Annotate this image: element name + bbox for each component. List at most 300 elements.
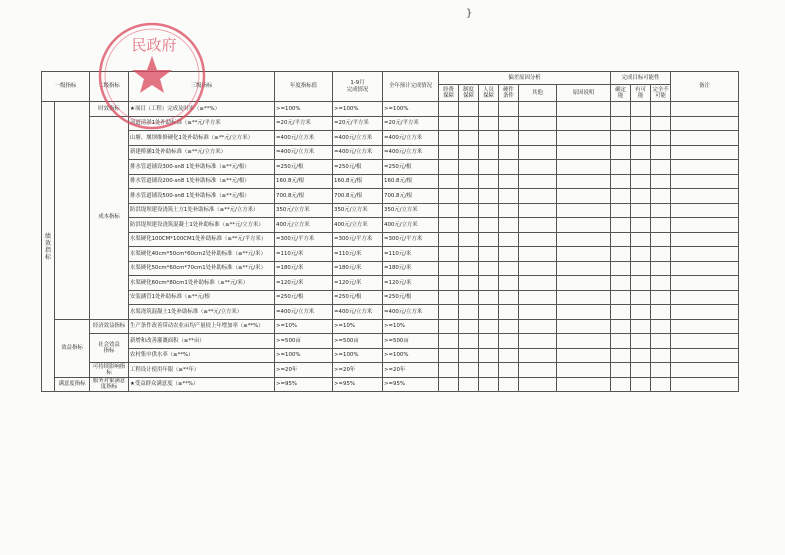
table-row bbox=[42, 363, 739, 378]
cell-forecast: =400元/立方米 bbox=[383, 145, 439, 160]
cell-empty bbox=[651, 102, 671, 117]
cell-empty bbox=[439, 305, 459, 320]
cell-item: 水渠硬化100CM*100CM1处补助标准（≥**元/平方米） bbox=[129, 232, 275, 247]
cell-empty bbox=[499, 203, 519, 218]
table-row bbox=[42, 232, 739, 247]
cell-forecast: 160.8元/根 bbox=[383, 174, 439, 189]
cell-empty bbox=[631, 160, 651, 175]
cell-empty bbox=[611, 305, 631, 320]
cell-forecast: 400元/立方米 bbox=[383, 218, 439, 233]
cell-forecast: =400元/立方米 bbox=[383, 305, 439, 320]
header-annual: 年度指标值 bbox=[275, 72, 333, 102]
cell-empty bbox=[631, 334, 651, 349]
cell-empty bbox=[631, 276, 651, 291]
cell-empty bbox=[459, 319, 479, 334]
cell-empty bbox=[651, 203, 671, 218]
cell-empty bbox=[479, 363, 499, 378]
header-forecast: 全年预计完成情况 bbox=[383, 72, 439, 102]
header-deviation: 偏差原因分析 bbox=[439, 72, 611, 85]
cell-empty bbox=[557, 218, 611, 233]
cell-empty bbox=[439, 174, 459, 189]
cell-empty bbox=[671, 319, 739, 334]
cell-empty bbox=[557, 377, 611, 392]
cell-empty bbox=[479, 116, 499, 131]
cell-empty bbox=[557, 276, 611, 291]
cell-empty bbox=[671, 305, 739, 320]
cell-empty bbox=[557, 363, 611, 378]
cell-empty bbox=[631, 290, 651, 305]
cell-empty bbox=[631, 305, 651, 320]
cell-empty bbox=[557, 290, 611, 305]
cell-empty bbox=[439, 261, 459, 276]
cell-empty bbox=[671, 276, 739, 291]
cell-empty bbox=[557, 203, 611, 218]
cell-forecast: =110元/米 bbox=[383, 247, 439, 262]
cell-empty bbox=[479, 305, 499, 320]
cell-item: 防洪堤坝建设浇筑土方1处补助标准（≥**元/立方米） bbox=[129, 203, 275, 218]
cell-empty bbox=[631, 377, 651, 392]
cell-empty bbox=[459, 290, 479, 305]
cell-empty bbox=[499, 319, 519, 334]
cell-empty bbox=[671, 377, 739, 392]
cell-empty bbox=[519, 232, 557, 247]
header-dev-funding: 经费 保障 bbox=[439, 85, 459, 102]
cell-annual: >=100% bbox=[275, 348, 333, 363]
cell-empty bbox=[631, 131, 651, 146]
header-poss-impossible: 完全不 可能 bbox=[651, 85, 671, 102]
cell-forecast: 700.8元/根 bbox=[383, 189, 439, 204]
group-output: 绩效指标 bbox=[42, 102, 55, 392]
cell-empty bbox=[439, 363, 459, 378]
cell-empty bbox=[557, 116, 611, 131]
cell-empty bbox=[671, 348, 739, 363]
group-timeliness: 时效指标 bbox=[90, 102, 129, 117]
cell-item: 排水管道铺设300-sn8 1处补助标准（≥**元/根） bbox=[129, 160, 275, 175]
cell-empty bbox=[519, 276, 557, 291]
table-row bbox=[42, 305, 739, 320]
cell-empty bbox=[479, 247, 499, 262]
cell-empty bbox=[479, 131, 499, 146]
cell-empty bbox=[439, 189, 459, 204]
cell-empty bbox=[631, 218, 651, 233]
header-remark: 备注 bbox=[671, 72, 739, 102]
cell-jan-sep: =110元/米 bbox=[333, 247, 383, 262]
cell-empty bbox=[499, 218, 519, 233]
cell-empty bbox=[631, 203, 651, 218]
cell-empty bbox=[519, 348, 557, 363]
cell-empty bbox=[439, 247, 459, 262]
cell-forecast: =120元/米 bbox=[383, 276, 439, 291]
cell-item: 排水管道铺设500-sn8 1处补助标准（≥**元/根） bbox=[129, 189, 275, 204]
cell-annual: 700.8元/根 bbox=[275, 189, 333, 204]
cell-empty bbox=[651, 261, 671, 276]
cell-empty bbox=[439, 116, 459, 131]
cell-empty bbox=[651, 348, 671, 363]
cell-empty bbox=[479, 102, 499, 117]
cell-empty bbox=[651, 305, 671, 320]
cell-empty bbox=[557, 232, 611, 247]
cell-item: 水渠硬化40cm*50cm*60cm2处补助标准（≥**元/米） bbox=[129, 247, 275, 262]
cell-empty bbox=[479, 218, 499, 233]
cell-empty bbox=[459, 160, 479, 175]
cell-forecast: 350元/立方米 bbox=[383, 203, 439, 218]
cell-empty bbox=[671, 247, 739, 262]
cell-empty bbox=[439, 276, 459, 291]
cell-empty bbox=[499, 348, 519, 363]
cell-empty bbox=[499, 305, 519, 320]
cell-empty bbox=[479, 276, 499, 291]
cell-empty bbox=[459, 348, 479, 363]
cell-annual: 350元/立方米 bbox=[275, 203, 333, 218]
cell-forecast: >=10% bbox=[383, 319, 439, 334]
cell-empty bbox=[519, 218, 557, 233]
cell-empty bbox=[651, 276, 671, 291]
cell-empty bbox=[479, 377, 499, 392]
cell-jan-sep: >=20年 bbox=[333, 363, 383, 378]
cell-empty bbox=[611, 247, 631, 262]
cell-empty bbox=[671, 261, 739, 276]
cell-item: ★受益群众满意度（≥**%） bbox=[129, 377, 275, 392]
cell-annual: =250元/根 bbox=[275, 290, 333, 305]
cell-jan-sep: 400元/立方米 bbox=[333, 218, 383, 233]
header-dev-system: 制度 保障 bbox=[459, 85, 479, 102]
cell-empty bbox=[459, 189, 479, 204]
cell-empty bbox=[651, 145, 671, 160]
cell-empty bbox=[671, 116, 739, 131]
cell-empty bbox=[671, 218, 739, 233]
cell-empty bbox=[611, 290, 631, 305]
cell-empty bbox=[459, 131, 479, 146]
cell-empty bbox=[671, 189, 739, 204]
cell-empty bbox=[519, 363, 557, 378]
cell-empty bbox=[499, 247, 519, 262]
cell-empty bbox=[499, 377, 519, 392]
seal-text: 民政府 bbox=[131, 36, 177, 54]
cell-empty bbox=[459, 145, 479, 160]
cell-empty bbox=[479, 145, 499, 160]
cell-empty bbox=[459, 276, 479, 291]
header-dev-reason: 原因说明 bbox=[557, 85, 611, 102]
cell-empty bbox=[519, 247, 557, 262]
cell-item: 工程设计使用年限（≥**年） bbox=[129, 363, 275, 378]
cell-empty bbox=[671, 131, 739, 146]
cell-annual: >=100% bbox=[275, 102, 333, 117]
cell-empty bbox=[439, 131, 459, 146]
cell-empty bbox=[651, 247, 671, 262]
cell-empty bbox=[459, 102, 479, 117]
cell-empty bbox=[611, 174, 631, 189]
cell-empty bbox=[499, 116, 519, 131]
cell-empty bbox=[439, 334, 459, 349]
cell-item: ★项目（工程）完成及时率（≥**%） bbox=[129, 102, 275, 117]
cell-empty bbox=[557, 319, 611, 334]
cell-empty bbox=[651, 189, 671, 204]
cell-empty bbox=[499, 174, 519, 189]
table-row bbox=[42, 145, 739, 160]
table-row bbox=[42, 131, 739, 146]
table-row bbox=[42, 276, 739, 291]
cell-empty bbox=[439, 203, 459, 218]
cell-empty bbox=[519, 334, 557, 349]
cell-empty bbox=[439, 160, 459, 175]
cell-empty bbox=[671, 102, 739, 117]
cell-empty bbox=[557, 145, 611, 160]
cell-empty bbox=[519, 319, 557, 334]
cell-empty bbox=[479, 334, 499, 349]
cell-empty bbox=[557, 174, 611, 189]
cell-empty bbox=[519, 102, 557, 117]
cell-forecast: >=100% bbox=[383, 102, 439, 117]
header-poss-possible: 有可 能 bbox=[631, 85, 651, 102]
cell-annual: =400元/立方米 bbox=[275, 305, 333, 320]
header-level1: 一级指标 bbox=[42, 72, 90, 102]
cell-item: 排水管道铺设200-sn8 1处补助标准（≥**元/根） bbox=[129, 174, 275, 189]
cell-empty bbox=[557, 334, 611, 349]
cell-empty bbox=[611, 334, 631, 349]
cell-empty bbox=[557, 348, 611, 363]
cell-empty bbox=[499, 334, 519, 349]
cell-empty bbox=[611, 232, 631, 247]
cell-forecast: =250元/根 bbox=[383, 160, 439, 175]
cell-empty bbox=[557, 160, 611, 175]
cell-jan-sep: =300元/平方米 bbox=[333, 232, 383, 247]
cell-forecast: =180元/米 bbox=[383, 261, 439, 276]
cell-empty bbox=[631, 232, 651, 247]
cell-annual: >=10% bbox=[275, 319, 333, 334]
cell-empty bbox=[651, 290, 671, 305]
cell-jan-sep: =120元/米 bbox=[333, 276, 383, 291]
cell-empty bbox=[671, 232, 739, 247]
table-row bbox=[42, 319, 739, 334]
cell-empty bbox=[499, 145, 519, 160]
cell-empty bbox=[631, 348, 651, 363]
cell-empty bbox=[611, 189, 631, 204]
cell-empty bbox=[671, 363, 739, 378]
cell-empty bbox=[631, 363, 651, 378]
group-benefit: 效益指标 bbox=[55, 319, 90, 377]
header-level3: 三级指标 bbox=[129, 72, 275, 102]
header-jan-sep: 1-9月 完成情况 bbox=[333, 72, 383, 102]
cell-jan-sep: =180元/米 bbox=[333, 261, 383, 276]
table-row bbox=[42, 348, 739, 363]
cell-empty bbox=[519, 145, 557, 160]
cell-forecast: =300元/平方米 bbox=[383, 232, 439, 247]
cell-empty bbox=[611, 218, 631, 233]
cell-empty bbox=[499, 189, 519, 204]
cell-jan-sep: =400元/立方米 bbox=[333, 145, 383, 160]
cell-item: 河道清淤1处补助标准（≥**元/平方米 bbox=[129, 116, 275, 131]
table-row bbox=[42, 377, 739, 392]
cell-empty bbox=[651, 377, 671, 392]
cell-empty bbox=[459, 334, 479, 349]
cell-empty bbox=[479, 319, 499, 334]
cell-annual: =300元/平方米 bbox=[275, 232, 333, 247]
group-economic: 经济效益指标 bbox=[90, 319, 129, 334]
cell-empty bbox=[519, 203, 557, 218]
cell-jan-sep: 350元/立方米 bbox=[333, 203, 383, 218]
cell-empty bbox=[651, 131, 671, 146]
cell-empty bbox=[631, 174, 651, 189]
cell-jan-sep: >=10% bbox=[333, 319, 383, 334]
cell-empty bbox=[611, 348, 631, 363]
cell-empty bbox=[671, 160, 739, 175]
cell-jan-sep: =400元/立方米 bbox=[333, 305, 383, 320]
group-service: 服务对象满意度指标 bbox=[90, 377, 129, 392]
cell-jan-sep: >=95% bbox=[333, 377, 383, 392]
cell-empty bbox=[439, 348, 459, 363]
group-satisfaction: 满意度指标 bbox=[55, 377, 90, 392]
table-row bbox=[42, 261, 739, 276]
cell-empty bbox=[611, 160, 631, 175]
cell-jan-sep: 160.8元/根 bbox=[333, 174, 383, 189]
cell-empty bbox=[557, 189, 611, 204]
cell-empty bbox=[499, 131, 519, 146]
table-row bbox=[42, 334, 739, 349]
cell-empty bbox=[479, 160, 499, 175]
cell-empty bbox=[519, 116, 557, 131]
cell-annual: >=500亩 bbox=[275, 334, 333, 349]
cell-jan-sep: 700.8元/根 bbox=[333, 189, 383, 204]
table-row bbox=[42, 290, 739, 305]
cell-empty bbox=[479, 261, 499, 276]
header-level2: 二级指标 bbox=[90, 72, 129, 102]
cell-empty bbox=[439, 102, 459, 117]
cell-forecast: =250元/根 bbox=[383, 290, 439, 305]
cell-empty bbox=[557, 102, 611, 117]
cell-empty bbox=[611, 319, 631, 334]
cell-empty bbox=[557, 261, 611, 276]
cell-empty bbox=[459, 247, 479, 262]
cell-empty bbox=[459, 261, 479, 276]
cell-empty bbox=[611, 363, 631, 378]
cell-forecast: >=95% bbox=[383, 377, 439, 392]
cell-annual: >=95% bbox=[275, 377, 333, 392]
cell-annual: >=20年 bbox=[275, 363, 333, 378]
cell-empty bbox=[631, 189, 651, 204]
table-row bbox=[42, 189, 739, 204]
cell-jan-sep: =20元/平方米 bbox=[333, 116, 383, 131]
cell-item: 新建桥涵1处补助标准（≥**元/立方米） bbox=[129, 145, 275, 160]
cell-annual: 160.8元/根 bbox=[275, 174, 333, 189]
cell-empty bbox=[439, 290, 459, 305]
cell-empty bbox=[671, 145, 739, 160]
cell-empty bbox=[519, 290, 557, 305]
cell-empty bbox=[651, 116, 671, 131]
group-sustain: 可持续影响指标 bbox=[90, 363, 129, 378]
cell-item: 农村集中供水率（≥**%） bbox=[129, 348, 275, 363]
cell-empty bbox=[459, 232, 479, 247]
cell-empty bbox=[611, 276, 631, 291]
table-row bbox=[42, 160, 739, 175]
cell-empty bbox=[479, 348, 499, 363]
cell-annual: 400元/立方米 bbox=[275, 218, 333, 233]
header-poss-certain: 确定 能 bbox=[611, 85, 631, 102]
cell-empty bbox=[499, 160, 519, 175]
cell-empty bbox=[519, 305, 557, 320]
cell-jan-sep: =400元/立方米 bbox=[333, 131, 383, 146]
cell-empty bbox=[439, 218, 459, 233]
cell-item: 生产条件改善带动农业亩均产量较上年增加率（≥**%） bbox=[129, 319, 275, 334]
cell-empty bbox=[499, 261, 519, 276]
cell-empty bbox=[557, 131, 611, 146]
official-seal bbox=[96, 20, 208, 132]
cell-annual: =400元/立方米 bbox=[275, 145, 333, 160]
cell-empty bbox=[479, 189, 499, 204]
cell-item: 防洪堤坝建设浇筑混凝土1处补助标准（≥**元/立方米） bbox=[129, 218, 275, 233]
cell-empty bbox=[439, 377, 459, 392]
cell-empty bbox=[499, 102, 519, 117]
cell-empty bbox=[459, 218, 479, 233]
cell-empty bbox=[459, 203, 479, 218]
cell-annual: =400元/立方米 bbox=[275, 131, 333, 146]
cell-empty bbox=[611, 261, 631, 276]
header-dev-staff: 人员 保障 bbox=[479, 85, 499, 102]
cell-forecast: =20元/平方米 bbox=[383, 116, 439, 131]
cell-empty bbox=[519, 160, 557, 175]
cell-forecast: >=100% bbox=[383, 348, 439, 363]
cell-empty bbox=[611, 203, 631, 218]
cell-empty bbox=[459, 363, 479, 378]
header-dev-other: 其他 bbox=[519, 85, 557, 102]
cell-forecast: >=500亩 bbox=[383, 334, 439, 349]
header-possibility: 完成目标可能性 bbox=[611, 72, 671, 85]
cell-empty bbox=[519, 261, 557, 276]
cell-empty bbox=[631, 261, 651, 276]
cell-empty bbox=[671, 203, 739, 218]
table-row bbox=[42, 218, 739, 233]
cell-empty bbox=[499, 363, 519, 378]
cell-empty bbox=[671, 174, 739, 189]
cell-item: 水渠硬化50cm*60cm*70cm1处补助标准（≥**元/米） bbox=[129, 261, 275, 276]
cell-empty bbox=[651, 363, 671, 378]
cell-empty bbox=[519, 377, 557, 392]
cell-empty bbox=[459, 174, 479, 189]
cell-empty bbox=[671, 334, 739, 349]
cell-jan-sep: >=500亩 bbox=[333, 334, 383, 349]
cell-empty bbox=[651, 319, 671, 334]
cell-annual: =20元/平方米 bbox=[275, 116, 333, 131]
cell-annual: =250元/根 bbox=[275, 160, 333, 175]
cell-empty bbox=[611, 102, 631, 117]
cell-forecast: >=20年 bbox=[383, 363, 439, 378]
cell-empty bbox=[479, 203, 499, 218]
cell-empty bbox=[611, 377, 631, 392]
cell-forecast: =400元/立方米 bbox=[383, 131, 439, 146]
cell-empty bbox=[631, 247, 651, 262]
cell-jan-sep: >=100% bbox=[333, 102, 383, 117]
table-row bbox=[42, 247, 739, 262]
cell-empty bbox=[479, 174, 499, 189]
cell-empty bbox=[459, 116, 479, 131]
cell-empty bbox=[611, 145, 631, 160]
cell-item: 山塘、堰坝维修硬化1处补助标准（≥**元/立方米） bbox=[129, 131, 275, 146]
cell-empty bbox=[499, 232, 519, 247]
cell-item: 安装涵管1处补助标准（≥**元/根 bbox=[129, 290, 275, 305]
cell-empty bbox=[631, 102, 651, 117]
cell-item: 水渠浇筑混凝土1处补助标准（≥**元/立方米） bbox=[129, 305, 275, 320]
header-dev-hardware: 硬件 条件 bbox=[499, 85, 519, 102]
cell-annual: =110元/米 bbox=[275, 247, 333, 262]
cell-empty bbox=[479, 290, 499, 305]
cell-empty bbox=[651, 160, 671, 175]
cell-empty bbox=[519, 174, 557, 189]
cell-empty bbox=[439, 145, 459, 160]
cell-jan-sep: =250元/根 bbox=[333, 290, 383, 305]
group-cost: 成本指标 bbox=[90, 116, 129, 319]
cell-item: 水渠硬化60cm*80cm1处补助标准（≥**元/米） bbox=[129, 276, 275, 291]
cell-empty bbox=[631, 145, 651, 160]
cell-item: 新增和改善灌溉面积（≥**亩） bbox=[129, 334, 275, 349]
